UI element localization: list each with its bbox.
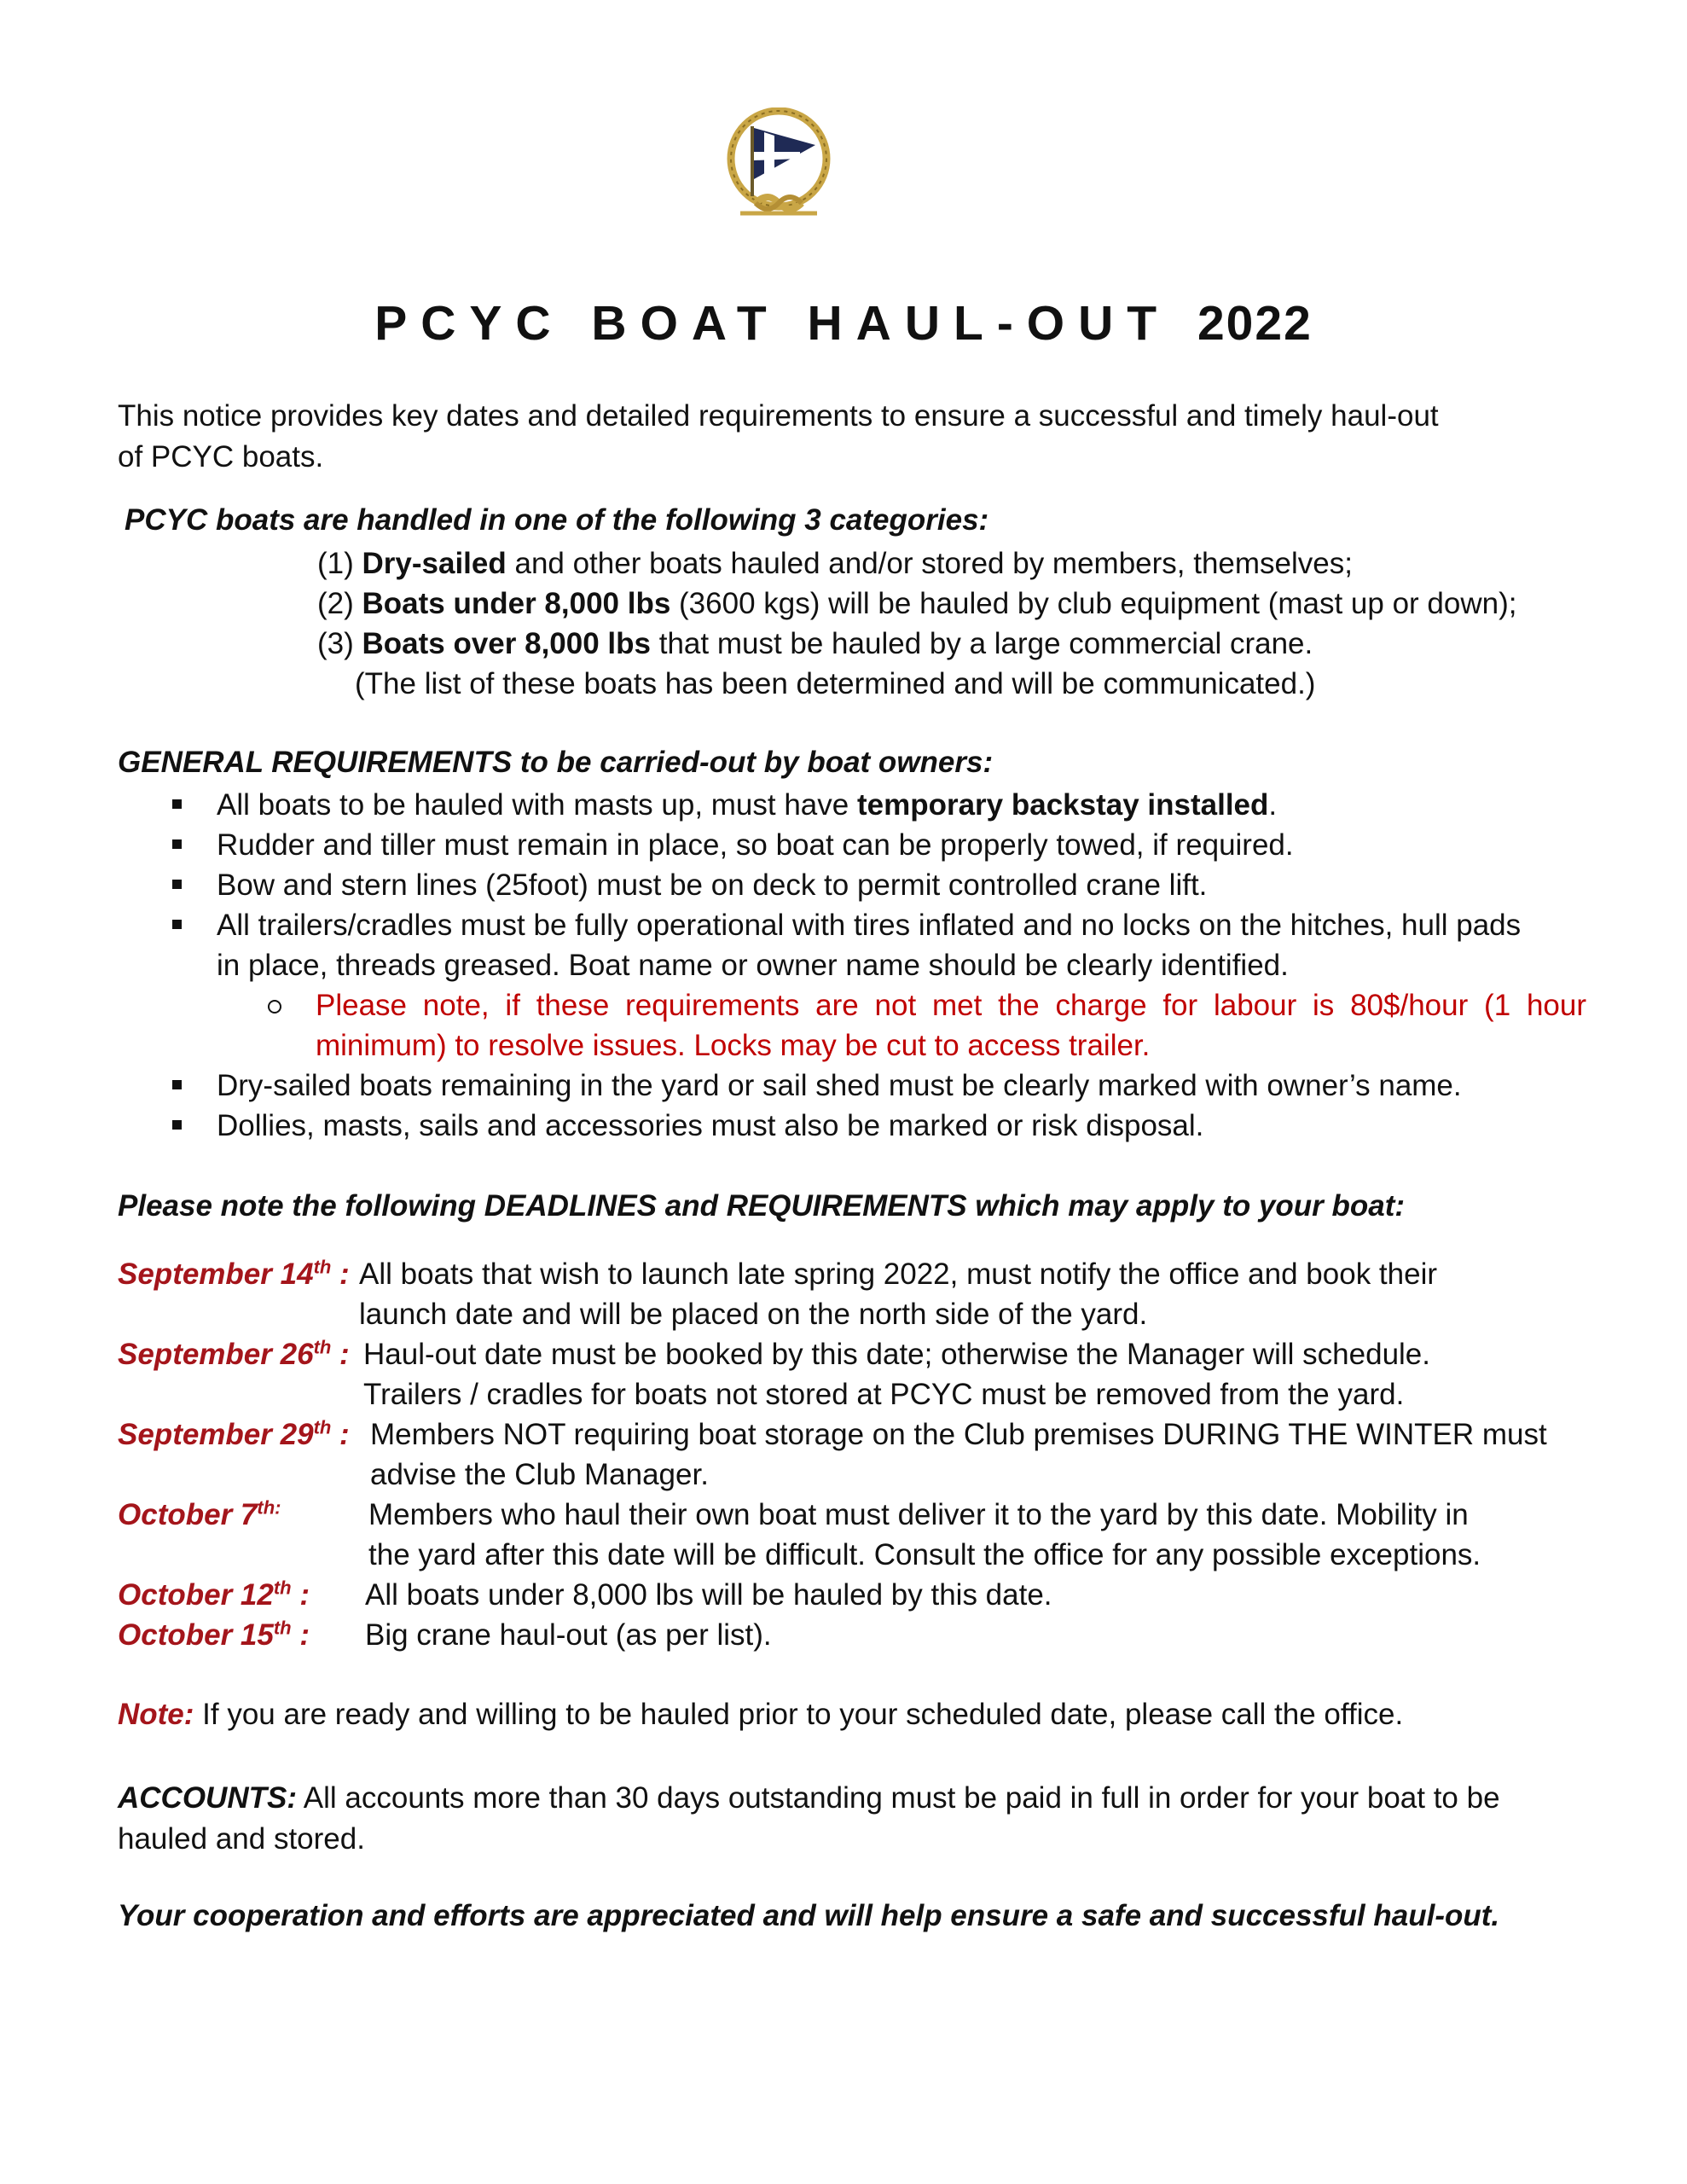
closing-statement: Your cooperation and efforts are appreciated and will help ensure a safe and successful haul-out. bbox=[118, 1899, 1500, 1932]
category-name: Dry-sailed bbox=[362, 547, 507, 580]
requirement-item bbox=[171, 865, 1586, 905]
deadlines-heading: Please note the following DEADLINES and REQUIREMENTS which may apply to your boat: bbox=[118, 1189, 1406, 1223]
square-bullet-icon bbox=[172, 839, 182, 849]
square-bullet-icon bbox=[172, 799, 182, 809]
club-burgee-logo bbox=[715, 107, 843, 227]
deadline-description: Haul-out date must be booked by this date; otherwise the Manager will schedule. Trailers / cradles for boats not stored at PCYC must be removed from the yard. bbox=[363, 1338, 1430, 1411]
deadline-item bbox=[118, 1414, 1547, 1495]
deadline-item bbox=[118, 1495, 1547, 1575]
requirement-text: All boats to be hauled with masts up, must have bbox=[217, 788, 857, 822]
category-number: (3) bbox=[317, 627, 362, 660]
category-desc: that must be hauled by a large commercial crane. bbox=[651, 627, 1313, 660]
intro-line: This notice provides key dates and detailed requirements to ensure a successful and timely haul-out bbox=[118, 399, 1439, 433]
square-bullet-icon bbox=[172, 1080, 182, 1089]
deadline-description: All boats under 8,000 lbs will be hauled by this date. bbox=[365, 1578, 1052, 1612]
category-note: (The list of these boats has been determined and will be communicated.) bbox=[355, 667, 1316, 700]
note-text: If you are ready and willing to be hauled prior to your scheduled date, please call the office. bbox=[194, 1698, 1404, 1731]
deadline-description: All boats that wish to launch late spring 2022, must notify the office and book their launch date and will be placed on the north side of the yard. bbox=[359, 1258, 1437, 1331]
deadline-description: Members NOT requiring boat storage on the Club premises DURING THE WINTER must advise the Club Manager. bbox=[370, 1418, 1547, 1491]
deadline-date: October $7^{th:}$ bbox=[118, 1496, 281, 1531]
deadline-description: Big crane haul-out (as per list). bbox=[365, 1618, 772, 1652]
deadline-date: September 14th : bbox=[118, 1256, 350, 1291]
deadline-item bbox=[118, 1575, 1547, 1615]
category-desc: and other boats hauled and/or stored by members, themselves; bbox=[506, 547, 1353, 580]
circle-bullet-icon bbox=[268, 1000, 281, 1014]
square-bullet-icon bbox=[172, 920, 182, 929]
accounts-label: ACCOUNTS: bbox=[118, 1781, 297, 1815]
labour-charge-notice bbox=[171, 985, 1586, 1066]
deadlines-list bbox=[118, 1254, 1547, 1655]
categories-heading: PCYC boats are handled in one of the following 3 categories: bbox=[125, 503, 989, 537]
deadline-date: September 29th : bbox=[118, 1416, 350, 1451]
requirement-item bbox=[171, 825, 1586, 865]
categories-list bbox=[317, 543, 1516, 704]
deadline-description: Members who haul their own boat must deliver it to the yard by this date. Mobility in the yard after this date will be difficult. Consult the office for any possible exceptions. bbox=[368, 1498, 1481, 1571]
requirements-list bbox=[171, 785, 1586, 1146]
requirement-text: Bow and stern lines (25foot) must be on deck to permit controlled crane lift. bbox=[217, 868, 1208, 902]
requirement-item bbox=[171, 905, 1586, 985]
category-desc: (3600 kgs) will be hauled by club equipment (mast up or down); bbox=[670, 587, 1517, 620]
requirement-text: Dollies, masts, sails and accessories must also be marked or risk disposal. bbox=[217, 1109, 1204, 1142]
accounts-text: All accounts more than 30 days outstanding must be paid in full in order for your boat to be bbox=[296, 1781, 1500, 1815]
page-title bbox=[0, 295, 1687, 351]
deadline-date: October 15th : bbox=[118, 1617, 310, 1652]
category-number: (1) bbox=[317, 547, 362, 580]
category-name: Boats over 8,000 lbs bbox=[362, 627, 651, 660]
deadline-item bbox=[118, 1334, 1547, 1414]
requirement-text: Dry-sailed boats remaining in the yard or sail shed must be clearly marked with owner’s name. bbox=[217, 1069, 1462, 1102]
early-haul-note bbox=[118, 1698, 1403, 1732]
requirement-text: All trailers/cradles must be fully operational with tires inflated and no locks on the hitches, hull pads bbox=[217, 909, 1522, 942]
general-requirements-heading: GENERAL REQUIREMENTS to be carried-out by boat owners: bbox=[118, 746, 994, 779]
requirement-text: in place, threads greased. Boat name or owner name should be clearly identified. bbox=[217, 949, 1289, 982]
notice-text: Please note, if these requirements are not met the charge for labour is 80$/hour (1 hour bbox=[316, 989, 1586, 1022]
category-name: Boats under 8,000 lbs bbox=[362, 587, 671, 620]
requirement-item bbox=[171, 785, 1586, 825]
requirement-text: Rudder and tiller must remain in place, so boat can be properly towed, if required. bbox=[217, 828, 1294, 862]
deadline-date: October 12th : bbox=[118, 1577, 310, 1612]
deadline-date: September 26th : bbox=[118, 1336, 350, 1371]
notice-text: minimum) to resolve issues. Locks may be cut to access trailer. bbox=[316, 1029, 1151, 1062]
square-bullet-icon bbox=[172, 1120, 182, 1130]
accounts-paragraph bbox=[118, 1778, 1568, 1860]
note-label: Note: bbox=[118, 1698, 194, 1731]
requirement-item bbox=[171, 1066, 1586, 1106]
deadline-item bbox=[118, 1254, 1547, 1334]
accounts-text: hauled and stored. bbox=[118, 1822, 365, 1856]
category-item bbox=[317, 624, 1516, 664]
category-item bbox=[317, 543, 1516, 584]
category-number: (2) bbox=[317, 587, 362, 620]
title-year: 2022 bbox=[1197, 296, 1313, 351]
category-item bbox=[317, 584, 1516, 624]
intro-paragraph bbox=[118, 396, 1568, 478]
title-main: PCYC BOAT HAUL-OUT bbox=[374, 296, 1171, 351]
requirement-item bbox=[171, 1106, 1586, 1146]
requirement-text: . bbox=[1268, 788, 1278, 822]
intro-line: of PCYC boats. bbox=[118, 440, 324, 473]
requirement-emphasis: temporary backstay installed bbox=[856, 788, 1269, 822]
deadline-item bbox=[118, 1615, 1547, 1655]
square-bullet-icon bbox=[172, 880, 182, 889]
